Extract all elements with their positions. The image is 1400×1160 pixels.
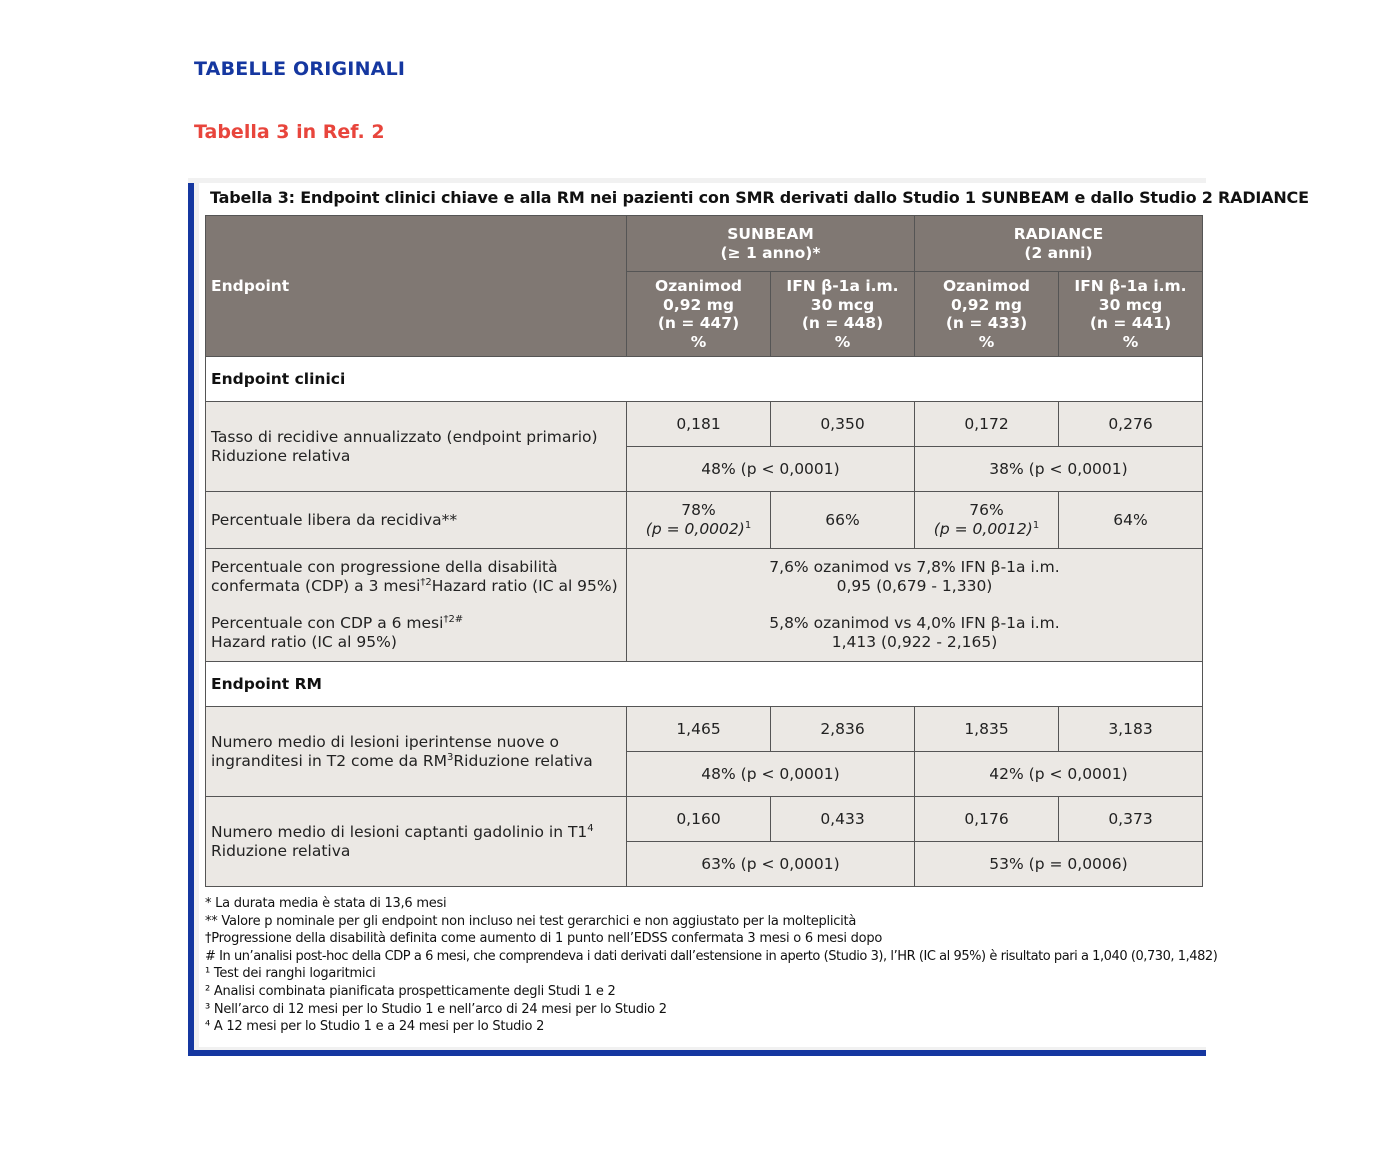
- cell-gd-sunbeam-ifn: 0,433: [771, 797, 915, 842]
- header-radiance: [915, 216, 1203, 272]
- cell-gd-radiance-ifn: 0,373: [1059, 797, 1203, 842]
- cell-t2-radiance-ozanimod: 1,835: [915, 707, 1059, 752]
- cell-arr-reduction-radiance: 38% (p < 0,0001): [915, 447, 1203, 492]
- cell-cdp-values: 7,6% ozanimod vs 7,8% IFN β-1a i.m. 0,95 (0,679 - 1,330) 5,8% ozanimod vs 4,0% IFN β-1a i.m. 1,413 (0,922 - 2,165): [627, 549, 1203, 662]
- footnote: †Progressione della disabilità definita come aumento di 1 punto nell’EDSS confermata 3 mesi o 6 mesi dopo: [205, 931, 883, 947]
- table-row-t2: [206, 707, 1203, 752]
- section-row-mri: [206, 662, 1203, 707]
- frame-bottom-accent: [188, 1050, 1206, 1056]
- footnote: ² Analisi combinata pianificata prospetticamente degli Studi 1 e 2: [205, 983, 616, 999]
- header-col-sunbeam-ozanimod: Ozanimod 0,92 mg (n = 447) %: [627, 272, 771, 357]
- cell-gd-reduction-sunbeam: 63% (p < 0,0001): [627, 842, 915, 887]
- radiance-duration: (2 anni): [1024, 243, 1093, 262]
- cell-gd-reduction-radiance: 53% (p = 0,0006): [915, 842, 1203, 887]
- section-label-mri: Endpoint RM: [206, 662, 1203, 707]
- row-label-cdp: Percentuale con progressione della disabilità confermata (CDP) a 3 mesi$^{\dagger 2}$Hazard ratio (IC al 95%) Percentuale con CDP a 6 mesi$^{\dagger 2\#}$ Hazard ratio (IC al 95%): [206, 549, 627, 662]
- footnote: * La durata media è stata di 13,6 mesi: [205, 896, 447, 911]
- cell-arr-radiance-ozanimod: 0,172: [915, 402, 1059, 447]
- cell-rf-sunbeam-ifn: 66%: [771, 492, 915, 549]
- row-label-gd: Numero medio di lesioni captanti gadolinio in $T1^4$ Riduzione relativa: [206, 797, 627, 887]
- table-reference-title: Tabella 3 in Ref. 2: [194, 121, 385, 143]
- header-row-studies: [206, 216, 1203, 272]
- footnote: ** Valore p nominale per gli endpoint non incluso nei test gerarchici e non aggiustato per la molteplicità: [205, 913, 857, 929]
- sunbeam-title: SUNBEAM: [727, 224, 814, 243]
- section-title: TABELLE ORIGINALI: [194, 58, 406, 80]
- radiance-title: RADIANCE: [1013, 224, 1104, 243]
- cell-arr-sunbeam-ifn: 0,350: [771, 402, 915, 447]
- cell-t2-sunbeam-ozanimod: 1,465: [627, 707, 771, 752]
- cell-arr-radiance-ifn: 0,276: [1059, 402, 1203, 447]
- header-endpoint: Endpoint: [206, 216, 627, 357]
- row-label-relapse-free: Percentuale libera da recidiva**: [206, 492, 627, 549]
- row-label-t2: Numero medio di lesioni iperintense nuove o ingranditesi in T2 come da $RM^3Riduzione$ relativa: [206, 707, 627, 797]
- section-label-clinical: Endpoint clinici: [206, 357, 1203, 402]
- cell-rf-radiance-ozanimod: 76% (p = 0,0012)$^1$: [915, 492, 1059, 549]
- table-row-arr: [206, 402, 1203, 447]
- footnote: # In un’analisi post-hoc della CDP a 6 mesi, che comprendeva i dati derivati dall’estensione in aperto (Studio 3), l’HR (IC al 95%) è risultato pari a 1,040 (0,730, 1,482): [205, 948, 1218, 964]
- cell-arr-reduction-sunbeam: 48% (p < 0,0001): [627, 447, 915, 492]
- cell-arr-sunbeam-ozanimod: 0,181: [627, 402, 771, 447]
- table-footnotes: [205, 895, 1217, 1036]
- section-row-clinical: [206, 357, 1203, 402]
- header-col-sunbeam-ifn: IFN β-1a i.m. 30 mcg (n = 448) %: [771, 272, 915, 357]
- footnote: ³ Nell’arco di 12 mesi per lo Studio 1 e nell’arco di 24 mesi per lo Studio 2: [205, 1001, 667, 1017]
- header-col-radiance-ozanimod: Ozanimod 0,92 mg (n = 433) %: [915, 272, 1059, 357]
- endpoint-table: [205, 215, 1203, 887]
- cell-t2-reduction-radiance: 42% (p < 0,0001): [915, 752, 1203, 797]
- cell-gd-sunbeam-ozanimod: 0,160: [627, 797, 771, 842]
- footnote: ¹ Test dei ranghi logaritmici: [205, 966, 376, 982]
- sunbeam-duration: (≥ 1 anno)*: [720, 243, 821, 262]
- header-col-radiance-ifn: IFN β-1a i.m. 30 mcg (n = 441) %: [1059, 272, 1203, 357]
- header-sunbeam: [627, 216, 915, 272]
- table-caption: Tabella 3: Endpoint clinici chiave e alla RM nei pazienti con SMR derivati dallo Studio 1 SUNBEAM e dallo Studio 2 RADIANCE: [210, 188, 1309, 207]
- cell-gd-radiance-ozanimod: 0,176: [915, 797, 1059, 842]
- cell-t2-reduction-sunbeam: 48% (p < 0,0001): [627, 752, 915, 797]
- table-row-relapse-free: [206, 492, 1203, 549]
- row-label-arr: Tasso di recidive annualizzato (endpoint primario) Riduzione relativa: [206, 402, 627, 492]
- cell-t2-sunbeam-ifn: 2,836: [771, 707, 915, 752]
- table-row-gd: [206, 797, 1203, 842]
- cell-t2-radiance-ifn: 3,183: [1059, 707, 1203, 752]
- table-row-cdp: [206, 549, 1203, 662]
- cell-rf-sunbeam-ozanimod: 78% (p = 0,0002)$^1$: [627, 492, 771, 549]
- frame-left-accent: [188, 183, 194, 1056]
- footnote: ⁴ A 12 mesi per lo Studio 1 e a 24 mesi per lo Studio 2: [205, 1019, 545, 1035]
- cell-rf-radiance-ifn: 64%: [1059, 492, 1203, 549]
